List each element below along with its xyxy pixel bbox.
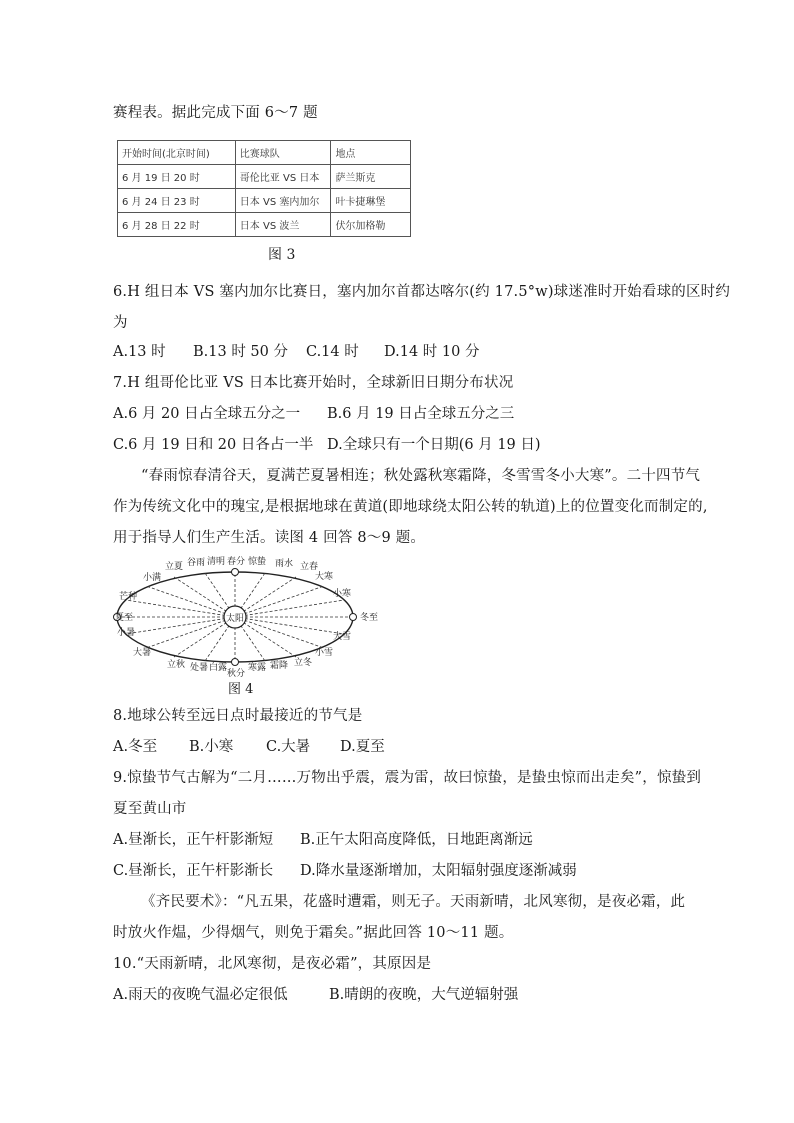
q6-option-c: C.14 时 bbox=[306, 344, 359, 360]
table-cell: 叶卡捷琳堡 bbox=[331, 189, 411, 213]
q6-option-b: B.13 时 50 分 bbox=[193, 344, 288, 360]
term-label: 立夏 bbox=[164, 562, 184, 572]
passage2-line3: 用于指导人们生产生活。读图 4 回答 8～9 题。 bbox=[113, 530, 426, 546]
q9-stem-line1: 9.惊蛰节气古解为“二月……万物出乎震，震为雷，故曰惊蛰，是蛰虫惊而出走矣”，惊蛰到 bbox=[113, 770, 702, 786]
figure-4-caption: 图 4 bbox=[228, 682, 254, 697]
term-label: 大暑 bbox=[132, 648, 152, 658]
q7-option-a: A.6 月 20 日占全球五分之一 bbox=[113, 406, 301, 422]
q7-option-d: D.全球只有一个日期(6 月 19 日) bbox=[327, 437, 541, 453]
earth-marker-chunfen bbox=[232, 569, 239, 576]
term-label: 惊蛰 bbox=[247, 557, 267, 567]
earth-marker-dongzhi bbox=[350, 614, 357, 621]
q10-stem: 10.“天雨新晴，北风寒彻，是夜必霜”，其原因是 bbox=[113, 956, 432, 972]
q9-option-b: B.正午太阳高度降低，日地距离渐远 bbox=[300, 832, 533, 848]
q9-stem-line2: 夏至黄山市 bbox=[113, 801, 187, 817]
passage3-line1: 《齐民要术》：“凡五果，花盛时遭霜，则无子。天雨新晴，北风寒彻，是夜必霜，此 bbox=[141, 894, 686, 910]
table-header-row bbox=[118, 141, 411, 165]
q7-options-row1 bbox=[113, 404, 514, 424]
q7-option-b: B.6 月 19 日占全球五分之三 bbox=[327, 406, 515, 422]
q8-stem: 8.地球公转至远日点时最接近的节气是 bbox=[113, 708, 363, 724]
term-label: 春分 bbox=[226, 557, 246, 567]
table-cell: 萨兰斯克 bbox=[331, 165, 411, 189]
table-row bbox=[118, 165, 411, 189]
q8-option-d: D.夏至 bbox=[340, 739, 385, 755]
table-cell: 哥伦比亚 VS 日本 bbox=[235, 165, 331, 189]
table-header-cell: 地点 bbox=[331, 141, 411, 165]
term-label: 寒露 bbox=[247, 663, 267, 673]
q6-stem-line1: 6.H 组日本 VS 塞内加尔比赛日，塞内加尔首都达喀尔(约 17.5°w)球迷准时开始看球的区时约 bbox=[113, 284, 731, 300]
term-label: 夏至 bbox=[114, 613, 134, 623]
sun-label: 太阳 bbox=[225, 614, 245, 624]
term-label: 冬至 bbox=[359, 613, 379, 623]
term-label: 小雪 bbox=[314, 648, 334, 658]
table-header-cell: 开始时间(北京时间) bbox=[118, 141, 236, 165]
term-label: 谷雨 bbox=[186, 558, 206, 568]
schedule-table bbox=[117, 140, 411, 237]
q6-options bbox=[113, 342, 479, 362]
q9-option-c: C.昼渐长，正午杆影渐长 bbox=[113, 863, 274, 879]
term-label: 小寒 bbox=[332, 589, 352, 599]
term-label: 清明 bbox=[206, 557, 226, 567]
term-label: 处暑 bbox=[189, 663, 209, 673]
table-header-cell: 比赛球队 bbox=[235, 141, 331, 165]
q8-option-a: A.冬至 bbox=[113, 739, 158, 755]
passage2-line2: 作为传统文化中的瑰宝,是根据地球在黄道(即地球绕太阳公转的轨道)上的位置变化而制定的, bbox=[113, 499, 708, 515]
q9-options-row2 bbox=[113, 861, 577, 881]
table-cell: 6 月 28 日 22 时 bbox=[118, 213, 236, 237]
q7-option-c: C.6 月 19 日和 20 日各占一半 bbox=[113, 437, 314, 453]
intro-line: 赛程表。据此完成下面 6～7 题 bbox=[113, 105, 318, 121]
q6-option-a: A.13 时 bbox=[113, 344, 166, 360]
table-cell: 日本 VS 塞内加尔 bbox=[235, 189, 331, 213]
q8-option-c: C.大暑 bbox=[266, 739, 311, 755]
q10-option-a: A.雨天的夜晚气温必定很低 bbox=[113, 987, 288, 1003]
table-cell: 日本 VS 波兰 bbox=[235, 213, 331, 237]
table-cell: 6 月 24 日 23 时 bbox=[118, 189, 236, 213]
q10-option-b: B.晴朗的夜晚，大气逆辐射强 bbox=[329, 987, 519, 1003]
passage2-line1: “春雨惊春清谷天，夏满芒夏暑相连；秋处露秋寒霜降，冬雪雪冬小大寒”。二十四节气 bbox=[141, 468, 701, 484]
earth-marker-qiufen bbox=[232, 659, 239, 666]
term-label: 秋分 bbox=[226, 669, 246, 679]
term-label: 小满 bbox=[142, 573, 162, 583]
term-label: 立秋 bbox=[166, 660, 186, 670]
figure-3-caption: 图 3 bbox=[268, 247, 296, 263]
term-label: 雨水 bbox=[274, 559, 294, 569]
table-row bbox=[118, 213, 411, 237]
q6-stem-line2: 为 bbox=[113, 315, 128, 331]
q8-option-b: B.小寒 bbox=[189, 739, 234, 755]
term-label: 立春 bbox=[299, 562, 319, 572]
q10-options bbox=[113, 985, 518, 1005]
q7-stem: 7.H 组哥伦比亚 VS 日本比赛开始时，全球新旧日期分布状况 bbox=[113, 375, 514, 391]
term-label: 白露 bbox=[208, 663, 228, 673]
q9-option-a: A.昼渐长，正午杆影渐短 bbox=[113, 832, 274, 848]
table-cell: 6 月 19 日 20 时 bbox=[118, 165, 236, 189]
term-label: 霜降 bbox=[269, 661, 289, 671]
q8-options bbox=[113, 737, 385, 757]
q7-options-row2 bbox=[113, 435, 541, 455]
term-label: 大寒 bbox=[314, 572, 334, 582]
term-label: 立冬 bbox=[293, 658, 313, 668]
term-label: 芒种 bbox=[118, 592, 138, 602]
table-cell: 伏尔加格勒 bbox=[331, 213, 411, 237]
q9-options-row1 bbox=[113, 830, 533, 850]
ecliptic-svg bbox=[112, 555, 382, 680]
q9-option-d: D.降水量逐渐增加，太阳辐射强度逐渐减弱 bbox=[300, 863, 577, 879]
passage3-line2: 时放火作煴，少得烟气，则免于霜矣。”据此回答 10～11 题。 bbox=[113, 925, 514, 941]
term-label: 小暑 bbox=[116, 628, 136, 638]
q6-option-d: D.14 时 10 分 bbox=[384, 344, 480, 360]
term-label: 大雪 bbox=[332, 632, 352, 642]
table-row bbox=[118, 189, 411, 213]
